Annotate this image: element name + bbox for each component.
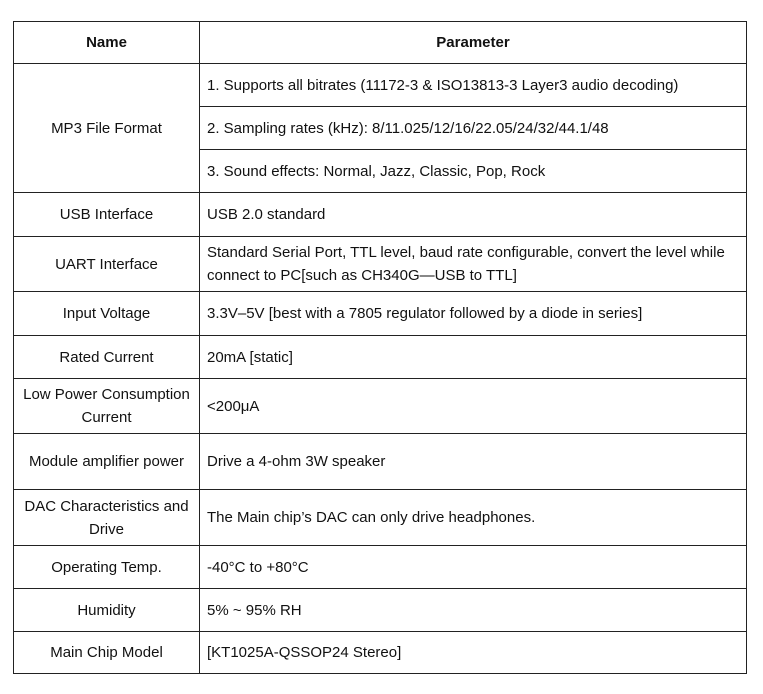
row-name: DAC Characteristics and Drive xyxy=(14,490,200,546)
row-param: Drive a 4-ohm 3W speaker xyxy=(200,434,747,490)
row-param: 20mA [static] xyxy=(200,336,747,379)
row-param: 5% ~ 95% RH xyxy=(200,589,747,632)
row-name: Humidity xyxy=(14,589,200,632)
row-name: Input Voltage xyxy=(14,292,200,336)
header-row xyxy=(14,22,747,64)
row-param: USB 2.0 standard xyxy=(200,193,747,237)
row-param: Standard Serial Port, TTL level, baud rate configurable, convert the level while connect to PC[such as CH340G—USB to TTL] xyxy=(200,237,747,292)
header-name: Name xyxy=(14,22,200,64)
spec-table xyxy=(13,21,747,674)
row-param: [KT1025A-QSSOP24 Stereo] xyxy=(200,632,747,674)
row-name: UART Interface xyxy=(14,237,200,292)
table-row xyxy=(14,379,747,434)
row-param: <200μA xyxy=(200,379,747,434)
table-row xyxy=(14,546,747,589)
row-name: USB Interface xyxy=(14,193,200,237)
row-name: MP3 File Format xyxy=(14,64,200,193)
table-row xyxy=(14,237,747,292)
table-row xyxy=(14,490,747,546)
row-name: Rated Current xyxy=(14,336,200,379)
table-row xyxy=(14,193,747,237)
row-name: Low Power Consumption Current xyxy=(14,379,200,434)
table-row xyxy=(14,336,747,379)
row-name: Operating Temp. xyxy=(14,546,200,589)
row-param: 1. Supports all bitrates (11172-3 & ISO13813-3 Layer3 audio decoding) xyxy=(200,64,747,107)
table-row xyxy=(14,632,747,674)
row-param: 3.3V–5V [best with a 7805 regulator followed by a diode in series] xyxy=(200,292,747,336)
row-param: 2. Sampling rates (kHz): 8/11.025/12/16/22.05/24/32/44.1/48 xyxy=(200,107,747,150)
table-row xyxy=(14,434,747,490)
row-name: Module amplifier power xyxy=(14,434,200,490)
header-parameter: Parameter xyxy=(200,22,747,64)
row-param: The Main chip’s DAC can only drive headphones. xyxy=(200,490,747,546)
table-row xyxy=(14,292,747,336)
table-row xyxy=(14,64,747,107)
row-param: -40°C to +80°C xyxy=(200,546,747,589)
row-param: 3. Sound effects: Normal, Jazz, Classic, Pop, Rock xyxy=(200,150,747,193)
table-row xyxy=(14,589,747,632)
row-name: Main Chip Model xyxy=(14,632,200,674)
